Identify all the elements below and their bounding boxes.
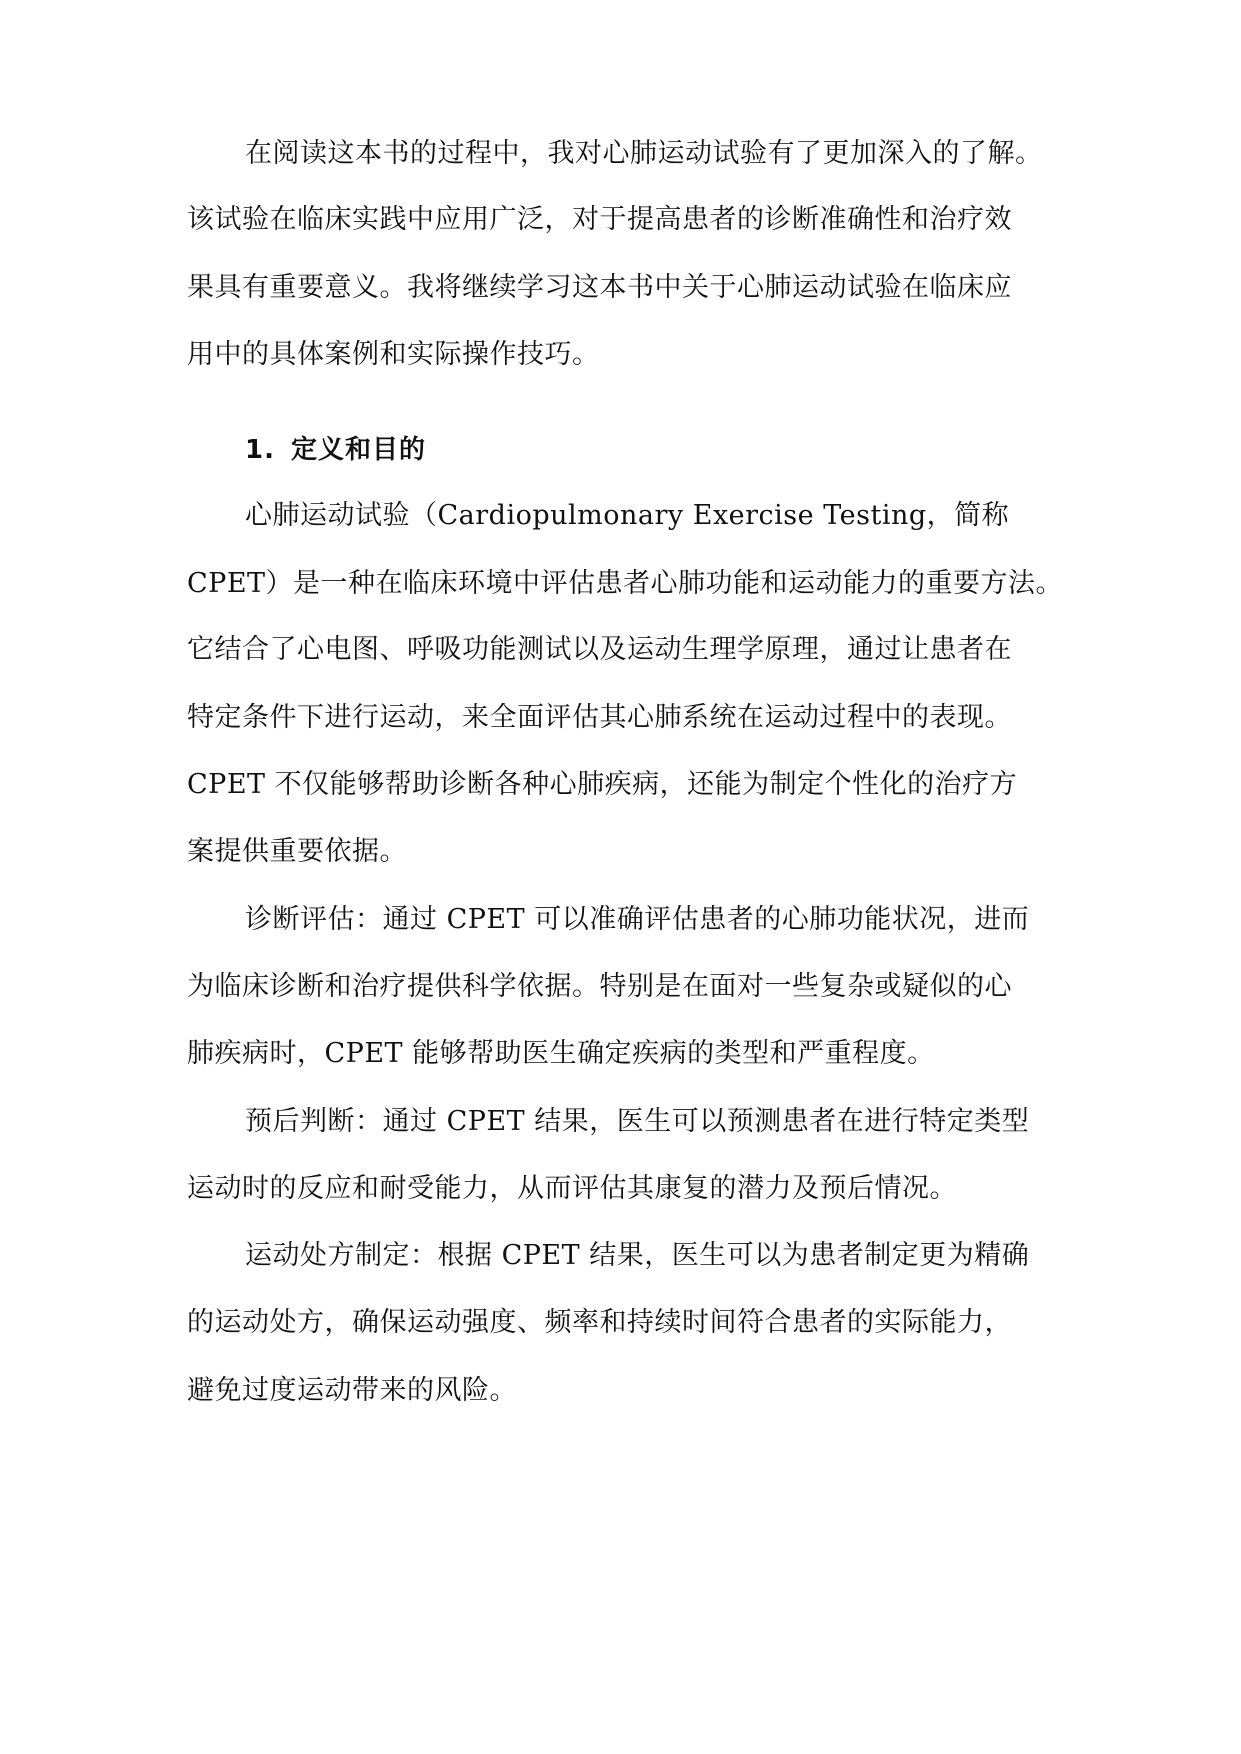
paragraph-2-line: 特定条件下进行运动，来全面评估其心肺系统在运动过程中的表现。 [187,702,1012,733]
paragraph-1-line: 该试验在临床实践中应用广泛，对于提高患者的诊断准确性和治疗效 [187,204,1012,235]
paragraph-4-line: 预后判断：通过 CPET 结果，医生可以预测患者在进行特定类型 [245,1106,1030,1137]
paragraph-2-line: CPET 不仅能够帮助诊断各种心肺疾病，还能为制定个性化的治疗方 [187,769,1018,800]
paragraph-1-line: 在阅读这本书的过程中，我对心肺运动试验有了更加深入的了解。 [245,138,1043,169]
paragraph-1-line: 果具有重要意义。我将继续学习这本书中关于心肺运动试验在临床应 [187,272,1012,303]
paragraph-5-line: 避免过度运动带来的风险。 [187,1375,517,1406]
paragraph-5-line: 运动处方制定：根据 CPET 结果，医生可以为患者制定更为精确 [245,1240,1030,1271]
paragraph-5-line: 的运动处方，确保运动强度、频率和持续时间符合患者的实际能力， [187,1307,1012,1338]
paragraph-3-line: 为临床诊断和治疗提供科学依据。特别是在面对一些复杂或疑似的心 [187,971,1012,1002]
paragraph-1-line: 用中的具体案例和实际操作技巧。 [187,339,600,370]
paragraph-2-line: CPET）是一种在临床环境中评估患者心肺功能和运动能力的重要方法。 [187,568,1064,599]
section-title: 定义和目的 [290,435,426,465]
paragraph-3-line: 肺疾病时，CPET 能够帮助医生确定疾病的类型和严重程度。 [187,1038,935,1069]
paragraph-2-line: 案提供重要依据。 [187,836,407,867]
section-number: 1. [245,435,275,465]
paragraph-2-line: 心肺运动试验（Cardiopulmonary Exercise Testing，简称 [245,500,1010,531]
paragraph-3-line: 诊断评估：通过 CPET 可以准确评估患者的心肺功能状况，进而 [245,904,1030,935]
paragraph-2-line: 它结合了心电图、呼吸功能测试以及运动生理学原理，通过让患者在 [187,634,1012,665]
section-heading [245,430,1145,470]
paragraph-4-line: 运动时的反应和耐受能力，从而评估其康复的潜力及预后情况。 [187,1173,957,1204]
